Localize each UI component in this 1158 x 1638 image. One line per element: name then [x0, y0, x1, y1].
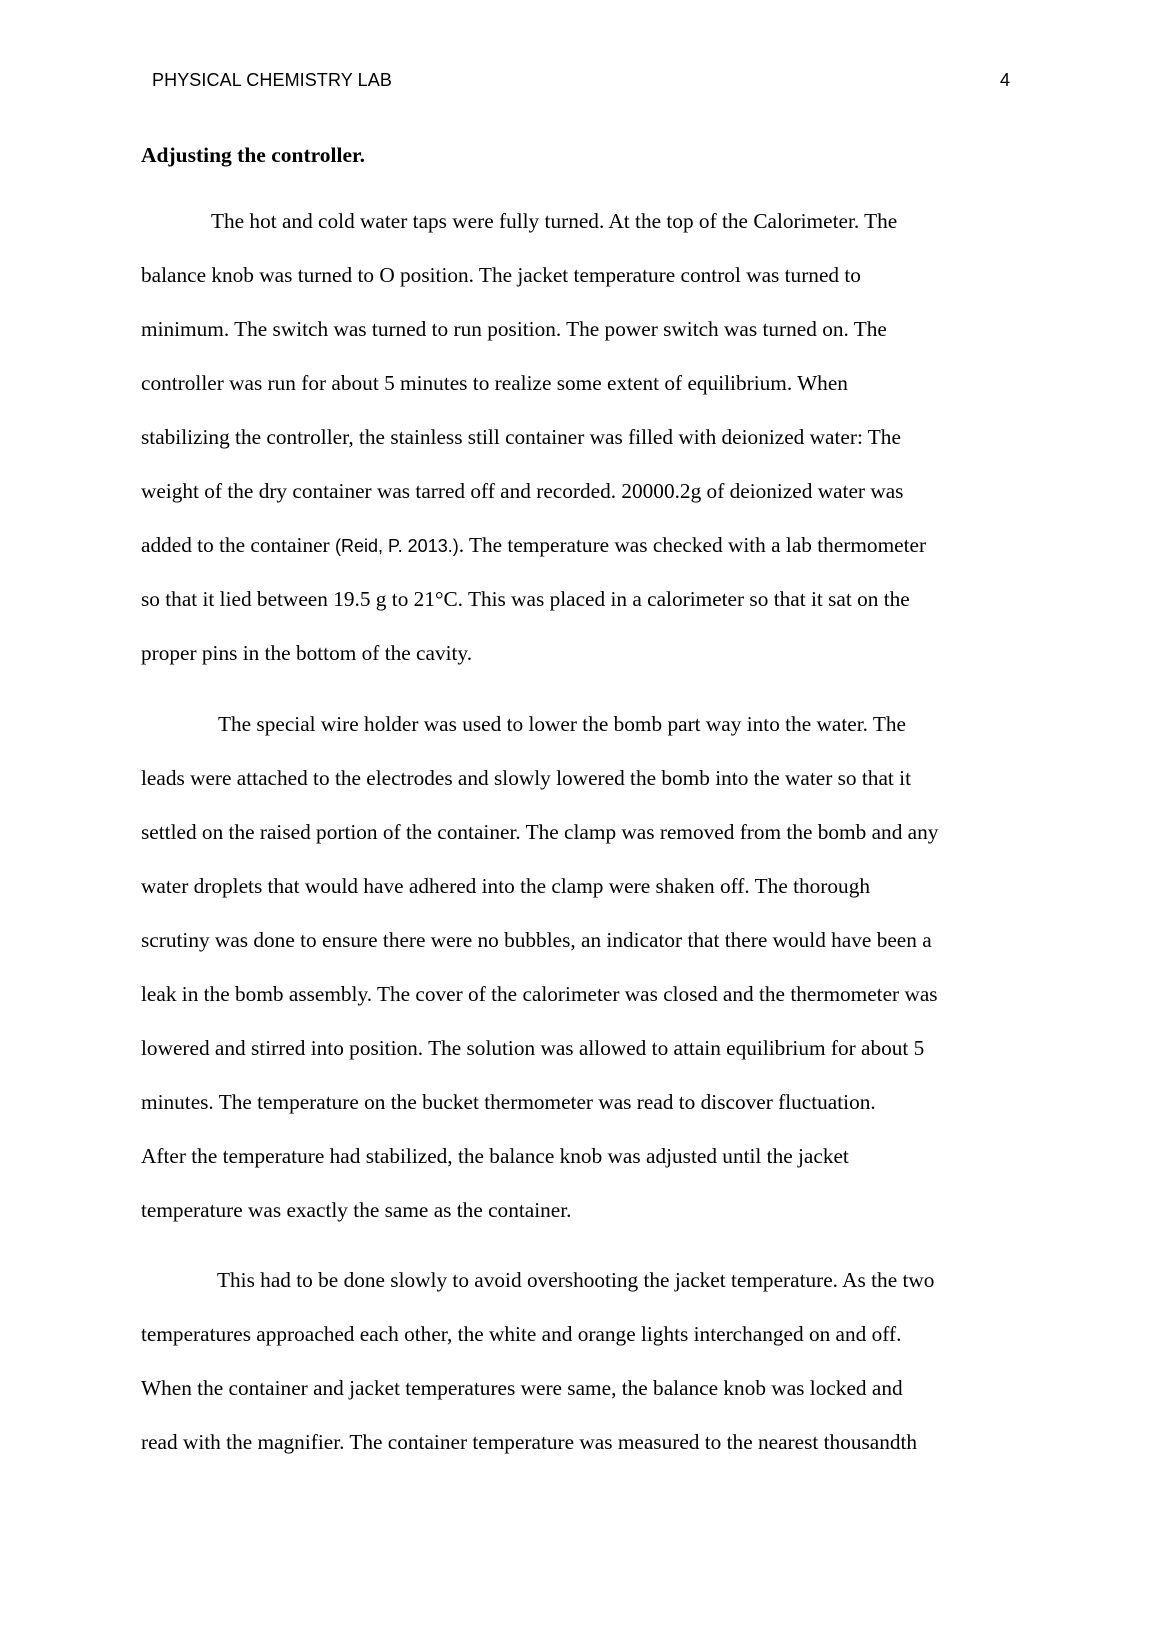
paragraph-line: leads were attached to the electrodes and slowly lowered the bomb into the water so that it: [141, 766, 911, 790]
citation: (Reid, P. 2013.): [334, 536, 459, 556]
paragraph-line: minutes. The temperature on the bucket thermometer was read to discover fluctuation.: [141, 1090, 876, 1114]
paragraph-line: balance knob was turned to O position. The jacket temperature control was turned to: [141, 263, 861, 287]
paragraph-line: proper pins in the bottom of the cavity.: [141, 641, 473, 665]
section-heading: Adjusting the controller.: [141, 143, 365, 167]
paragraph-line: temperatures approached each other, the white and orange lights interchanged on and off.: [141, 1322, 902, 1346]
line-text: added to the container: [141, 533, 335, 557]
paragraph-line: lowered and stirred into position. The solution was allowed to attain equilibrium for about 5: [141, 1036, 925, 1060]
paragraph-line: The special wire holder was used to lower the bomb part way into the water. The: [218, 712, 906, 736]
paragraph-line: stabilizing the controller, the stainless still container was filled with deionized water: The: [141, 425, 901, 449]
paragraph-line: When the container and jacket temperatures were same, the balance knob was locked and: [141, 1376, 903, 1400]
paragraph-line: read with the magnifier. The container temperature was measured to the nearest thousandth: [141, 1430, 918, 1454]
paragraph-line: The hot and cold water taps were fully turned. At the top of the Calorimeter. The: [211, 209, 898, 233]
paragraph-line: temperature was exactly the same as the container.: [141, 1198, 572, 1222]
paragraph-line: leak in the bomb assembly. The cover of the calorimeter was closed and the thermometer was: [141, 982, 938, 1006]
paragraph-line: weight of the dry container was tarred off and recorded. 20000.2g of deionized water was: [141, 479, 904, 503]
page-number: 4: [999, 70, 1010, 90]
paragraph-line: This had to be done slowly to avoid overshooting the jacket temperature. As the two: [217, 1268, 935, 1292]
paragraph-line: water droplets that would have adhered into the clamp were shaken off. The thorough: [141, 874, 870, 898]
line-text: . The temperature was checked with a lab thermometer: [458, 533, 927, 557]
paragraph-line: minimum. The switch was turned to run position. The power switch was turned on. The: [141, 317, 887, 341]
paragraph-line: scrutiny was done to ensure there were no bubbles, an indicator that there would have been a: [141, 928, 932, 952]
paragraph-line: controller was run for about 5 minutes to realize some extent of equilibrium. When: [141, 371, 848, 395]
paragraph-line: [141, 531, 926, 560]
paragraph-line: After the temperature had stabilized, the balance knob was adjusted until the jacket: [141, 1144, 849, 1168]
running-head: PHYSICAL CHEMISTRY LAB: [152, 70, 392, 90]
paragraph-line: so that it lied between 19.5 g to 21°C. This was placed in a calorimeter so that it sat on the: [141, 587, 910, 611]
paragraph-line: settled on the raised portion of the container. The clamp was removed from the bomb and any: [141, 820, 939, 844]
